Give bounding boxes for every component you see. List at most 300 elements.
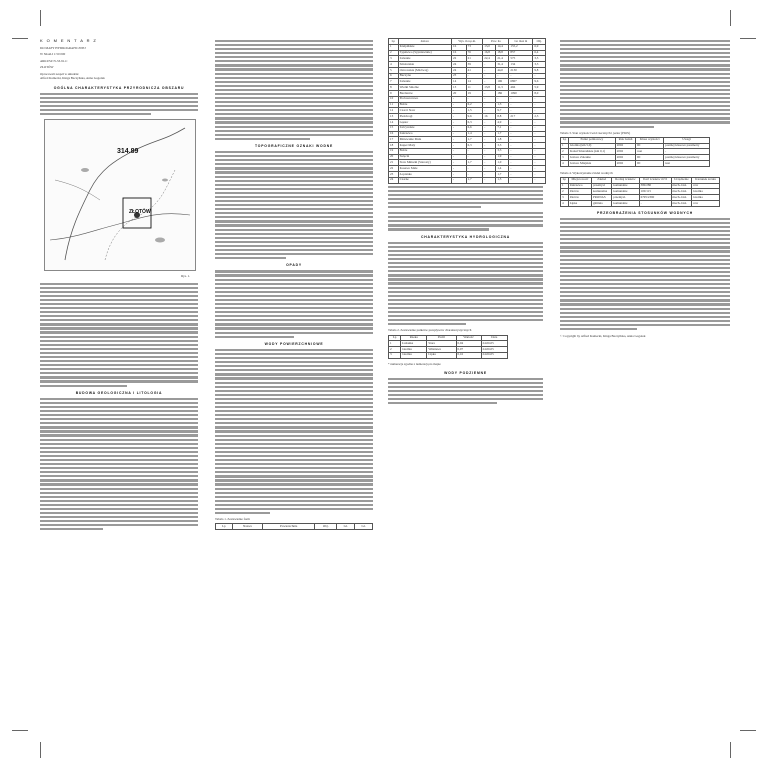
table-cell: - (483, 148, 496, 154)
table-cell: Jezioro Zaleskie (569, 155, 616, 161)
location-map-drawing (45, 120, 195, 270)
table-header-cell: Gł. (355, 524, 373, 530)
body-text-block (215, 349, 373, 514)
table-cell: - (483, 62, 496, 68)
table-cell: Kanał Smarańskie (km 0,1) (569, 149, 616, 155)
section-heading: CHARAKTERYSTYKA HYDROLOGICZNA (420, 234, 511, 239)
table-cell: 1,8 (496, 137, 509, 143)
table-cell: - (533, 148, 546, 154)
table-cell: 3 (561, 155, 569, 161)
table-header-cell: Uwagi (664, 137, 710, 143)
flows-table (388, 335, 508, 359)
table-cell: - (533, 96, 546, 102)
table-cell: III (636, 160, 664, 166)
table-cell: - (509, 119, 533, 125)
table-header-cell: Gł. max m (509, 39, 533, 45)
table-cell: 1,3 (496, 102, 509, 108)
table-cell: 8 (389, 85, 399, 91)
table-cell: 24.06.05 (481, 341, 507, 347)
table-cell: - (451, 171, 466, 177)
table-cell: 23 (389, 171, 399, 177)
column-1 (40, 38, 198, 532)
table-cell: - (509, 154, 533, 160)
table-cell: 24 (451, 67, 466, 73)
table-cell: - (533, 125, 546, 131)
table-cell: Bobie (398, 148, 451, 154)
table-cell: Czarne (398, 177, 451, 183)
table-header-cell: Ilość ścieków m³/d (639, 177, 671, 183)
table-cell: 11 (466, 85, 483, 91)
figure-caption: Rys. 1. (181, 274, 190, 279)
table-header-cell: Zakład (592, 177, 612, 183)
hydro-table (215, 523, 373, 530)
table-cell: komunalne (612, 200, 639, 206)
table-header-cell: Obj. (315, 524, 337, 530)
table-cell: Sypniewo (Sypniewskie) (398, 50, 451, 56)
table-cell: 2002 (615, 143, 636, 149)
table-cell: - (466, 96, 483, 102)
body-text-block (40, 398, 198, 531)
table-cell: 18 (389, 143, 399, 149)
table-cell: 6,2 (466, 102, 483, 108)
table-cell: Złotów (568, 195, 591, 201)
table-cell: - (483, 67, 496, 73)
table-cell: 2130 (509, 67, 533, 73)
table-cell: gminna (592, 200, 612, 206)
table-cell: Kuper Mały (398, 143, 451, 149)
table-cell: Smolarskie (398, 62, 451, 68)
sewage-table (560, 177, 720, 207)
table-header-cell: Lp (561, 177, 569, 183)
table-cell: 1 (561, 143, 569, 149)
table-cell: 5,9 (533, 85, 546, 91)
table-cell: - (483, 177, 496, 183)
table-cell: 2 (561, 189, 569, 195)
crop-mark-bottom-left-h (12, 730, 28, 731)
table-cell: - (451, 143, 466, 149)
table-cell: - (509, 96, 533, 102)
table-cell: 6795/2390 (639, 195, 671, 201)
table-cell: 3 (561, 195, 569, 201)
table-cell: - (533, 154, 546, 160)
table-cell: - (483, 119, 496, 125)
table-cell: 22 (389, 166, 399, 172)
table-cell: 1090 (509, 91, 533, 97)
table-cell: 2002 (615, 155, 636, 161)
table-header-cell: Lp (389, 335, 401, 341)
table-cell: Zalcywskie (398, 125, 451, 131)
table-cell: - (533, 108, 546, 114)
table-cell: - (509, 102, 533, 108)
authors-block (40, 72, 198, 81)
table-cell: Głomia (692, 195, 720, 201)
table-cell: 41 (466, 67, 483, 73)
table-cell: 1,7 (466, 137, 483, 143)
table-cell: 13 (389, 114, 399, 120)
table-cell: - (451, 125, 466, 131)
table-cell: 16 (483, 114, 496, 120)
table-cell: 14 (389, 119, 399, 125)
table-cell: 13 (451, 85, 466, 91)
table-notes (388, 186, 543, 209)
table-cell: 575 (509, 56, 533, 62)
meta-line-4: ZŁOTÓW (40, 64, 54, 69)
table-cell: 20 (451, 91, 466, 97)
table-cell: - (533, 143, 546, 149)
table-header-cell: Urządzenie (671, 177, 692, 183)
table-cell: 11,3 (496, 85, 509, 91)
table-header-row (216, 524, 373, 530)
table-cell: 1,4 (496, 166, 509, 172)
table-cell: 76 (466, 50, 483, 56)
table-cell: 9,6 (466, 114, 483, 120)
table-cell: 9,7 (496, 108, 509, 114)
table-cell: Zakrzewo (398, 131, 451, 137)
table-cell: - (483, 79, 496, 85)
table-cell: - (451, 114, 466, 120)
table-cell: 0,04 (456, 341, 481, 347)
table-header-cell: Jezioro (398, 39, 451, 45)
table-cell: 186 (496, 91, 509, 97)
table-cell: 44,0 (496, 67, 509, 73)
table-cell: 2 (389, 50, 399, 56)
body-text-block (40, 283, 198, 387)
table-cell: Bobie (398, 102, 451, 108)
table-cell: - (466, 171, 483, 177)
table-cell: 6,9 (533, 44, 546, 50)
lakes-table (388, 38, 546, 184)
table-cell: - (533, 73, 546, 79)
table-cell: Stara (427, 341, 456, 347)
section-heading: OPADY (286, 263, 302, 268)
table-cell: - (483, 171, 496, 177)
table-cell: poniżej klasowe parametry (664, 155, 710, 161)
table-cell: - (496, 96, 509, 102)
table-cell: - (451, 166, 466, 172)
table-header-cell: Powierzchnia (263, 524, 315, 530)
table-cell: - (451, 119, 466, 125)
document-meta (40, 46, 198, 69)
table-cell: - (483, 166, 496, 172)
table-cell: - (533, 171, 546, 177)
table-cell: Lipka (427, 352, 456, 358)
table-cell: 3 (389, 56, 399, 62)
table-cell: 4,9 (496, 119, 509, 125)
table-cell: 4 (561, 160, 569, 166)
table-cell: 3,3 (496, 148, 509, 154)
table-cell: - (533, 119, 546, 125)
table-cell: - (466, 166, 483, 172)
table-cell: Łopienko (398, 171, 451, 177)
table-cell: 6807 (509, 79, 533, 85)
table-cell: rów (692, 183, 720, 189)
table-caption: Tabela 4. Wykorzystanie źródeł wodnych (560, 170, 613, 175)
table-cell: - (509, 137, 533, 143)
table-cell: 155,2 (509, 44, 533, 50)
table-cell: komunalne (612, 189, 639, 195)
table-cell: - (509, 148, 533, 154)
table-cell: 73 (466, 44, 483, 50)
table-cell: 1,7 (496, 171, 509, 177)
table-cell: Berdanów (398, 91, 451, 97)
table-cell: 24.06.05 (481, 352, 507, 358)
table-cell: 24.06.05 (481, 347, 507, 353)
table-cell: - (509, 125, 533, 131)
table-cell: - (509, 143, 533, 149)
table-cell: 13,8 (483, 85, 496, 91)
table-cell: 6,3 (466, 119, 483, 125)
table-cell: 4 (561, 200, 569, 206)
section-heading: WODY POWIERZCHNIOWE (264, 341, 324, 346)
table-cell: 14,4 (496, 44, 509, 50)
table-cell: 24 (451, 62, 466, 68)
table-cell: 1,9 (496, 154, 509, 160)
table-cell: 16 (451, 44, 466, 50)
table-header-cell: Klasa czystości (636, 137, 664, 143)
table-cell: - (664, 149, 710, 155)
table-cell: mech.-biol. (671, 183, 692, 189)
table-cell: 21,4 (496, 56, 509, 62)
table-cell: Zaleskie (398, 56, 451, 62)
table-cell: 12 (389, 108, 399, 114)
table-cell: 6 (389, 73, 399, 79)
table-cell: 7 (389, 79, 399, 85)
table-header-cell: Rodzaj ścieków (612, 177, 639, 183)
table-cell: 6,6 (466, 125, 483, 131)
table-cell: - (533, 177, 546, 183)
table-cell: 1 (389, 44, 399, 50)
column-3 (388, 38, 543, 406)
table-cell: Mniewskie Małe (398, 137, 451, 143)
table-cell: 7,1 (496, 125, 509, 131)
table-cell: - (451, 96, 466, 102)
table-header-cell: Pow. ha (483, 39, 509, 45)
body-text-block (560, 40, 730, 128)
table-caption: Tabela 1. Zestawienie form (215, 517, 250, 522)
table-cell: Wielki Smolne (398, 85, 451, 91)
table-cell: Staw Mniszki (Starosty) (398, 160, 451, 166)
table-cell: Pieścirogi (398, 114, 451, 120)
table-cell: - (509, 171, 533, 177)
table-cell: 14 (466, 79, 483, 85)
table-cell: 5 (389, 67, 399, 73)
table-cell: Zaleskie (398, 79, 451, 85)
table-cell: - (483, 96, 496, 102)
table-cell: 3,5 (533, 56, 546, 62)
body-text-block (215, 40, 373, 140)
table-cell: - (451, 177, 466, 183)
table-cell: III (636, 143, 664, 149)
table-cell: 14 (451, 79, 466, 85)
table-cell: - (483, 125, 496, 131)
table-cell: 2002 (615, 149, 636, 155)
table-header-cell: Rok badań (615, 137, 636, 143)
crop-mark-bottom-left-v (40, 742, 41, 758)
meta-line-2: W SKALI 1:50 000 (40, 52, 66, 57)
table-cell: Czarci Staw (398, 108, 451, 114)
table-cell: Złotów (568, 189, 591, 195)
table-cell: - (509, 131, 533, 137)
table-cell: 2 (389, 347, 401, 353)
body-text-block (388, 242, 543, 326)
table-caption: Tabela 2. Zestawienie punktów przepływów charakterystycznych (388, 328, 472, 333)
table-header-cell: Profil (427, 335, 456, 341)
section-heading: WODY PODZIEMNE (444, 370, 487, 375)
table-cell: - (483, 154, 496, 160)
table-cell: III (636, 155, 664, 161)
table-cell: - (639, 200, 671, 206)
table-cell: 1,4 (466, 131, 483, 137)
table-cell: 16 (451, 50, 466, 56)
section-heading: PRZEOBRAŻENIA STOSUNKÓW WODNYCH (596, 210, 693, 215)
table-cell: - (483, 108, 496, 114)
table-cell: 19 (389, 148, 399, 154)
column-2 (215, 38, 373, 530)
table-cell: 100/115 (639, 189, 671, 195)
table-cell: Głomia (401, 347, 427, 353)
table-cell: - (509, 160, 533, 166)
prepared-by: Opracowali zespół w składzie: (40, 72, 80, 77)
table-cell: - (451, 102, 466, 108)
table-header-cell: Nazwa (232, 524, 262, 530)
table-cell: 9,8 (533, 67, 546, 73)
section-heading: TOPOGRAFICZNE OZNAKI WODNE (255, 143, 333, 148)
table-cell: Jezioro Miejskie (569, 160, 616, 166)
table-cell: - (451, 160, 466, 166)
table-cell: - (533, 102, 546, 108)
table-cell: - (533, 166, 546, 172)
table-cell: 1,5 (466, 108, 483, 114)
crop-mark-top-left-v (40, 10, 41, 26)
table-cell: - (483, 137, 496, 143)
table-cell: 23 (451, 73, 466, 79)
table-cell: Ostrowskie (Mściwoj) (398, 67, 451, 73)
document-page (40, 38, 730, 730)
table-header-cell: Punkt pomiarowy (569, 137, 616, 143)
table-cell: - (466, 73, 483, 79)
purity-table (560, 137, 710, 167)
table-header-cell: Kierunek zrzutu (692, 177, 720, 183)
table-cell: - (533, 131, 546, 137)
table-cell: 13,0 (483, 44, 496, 50)
table-cell: non (664, 160, 710, 166)
crop-mark-top-right-v (730, 10, 731, 26)
table-cell: 134 (509, 62, 533, 68)
table-cell: 20 (389, 154, 399, 160)
table-cell: - (483, 160, 496, 166)
table-footnote: * numeracja zgodna z numeracją na mapie (388, 361, 441, 366)
body-text-block (215, 151, 373, 259)
table-cell: 2002 (615, 160, 636, 166)
body-text-block (215, 270, 373, 337)
authors-names: Alfred Kamecki, Kinga Baczyńska, Anna Gogolek (40, 76, 105, 81)
table-cell: mech.-biol. (671, 200, 692, 206)
table-cell: 21 (389, 160, 399, 166)
crop-mark-bottom-right-v (730, 742, 731, 758)
table-cell: 0,07 (456, 347, 481, 353)
table-cell: Głomia (401, 352, 427, 358)
table-cell: 1,7 (466, 160, 483, 166)
table-row (389, 352, 508, 358)
table-cell: - (451, 108, 466, 114)
table-cell: komunalna (592, 189, 612, 195)
table-cell: 11 (389, 102, 399, 108)
table-cell: - (451, 137, 466, 143)
table-cell: - (466, 148, 483, 154)
table-cell: - (483, 143, 496, 149)
table-cell: rów (692, 200, 720, 206)
table-cell: 1 (389, 341, 401, 347)
table-cell: - (466, 154, 483, 160)
table-header-cell: Obj. (533, 39, 546, 45)
table-cell: 466 (509, 85, 533, 91)
table-cell: - (509, 73, 533, 79)
table-cell: - (451, 131, 466, 137)
body-text-block (388, 378, 543, 405)
table-cell: PRONAS (592, 195, 612, 201)
table-cell: 31,4 (496, 62, 509, 68)
table-cell: poniżej klasowe parametry (664, 143, 710, 149)
table-cell: 0,16 (456, 352, 481, 358)
table-cell: 6,4 (533, 50, 546, 56)
section-heading: OGÓLNA CHARAKTERYSTYKA PRZYRODNICZA OBSZARU (53, 85, 185, 90)
crop-mark-top-right-h (740, 38, 756, 39)
table-cell: 1,7 (496, 131, 509, 137)
table-cell: mech.-biol. (671, 195, 692, 201)
table-cell: Buczyna (398, 73, 451, 79)
table-cell: 21 (466, 56, 483, 62)
table-cell: 4 (389, 62, 399, 68)
table-header-cell: Lp (561, 137, 569, 143)
table-cell: przemysł (592, 183, 612, 189)
table-cell: 17 (389, 137, 399, 143)
body-text-block (388, 212, 543, 231)
body-text-block (560, 218, 730, 330)
table-cell: - (483, 73, 496, 79)
table-header-cell: Data (481, 335, 507, 341)
table-cell: Proboszczowo (398, 96, 451, 102)
table-cell: mech.-biol. (671, 189, 692, 195)
table-cell: 2,3 (533, 114, 546, 120)
table-cell: 217 (509, 114, 533, 120)
table-header-cell: Wartość (456, 335, 481, 341)
table-cell: - (509, 166, 533, 172)
table-cell: 3 (389, 352, 401, 358)
table-header-cell: Lp (389, 39, 399, 45)
table-cell: 9 (389, 91, 399, 97)
table-cell: non (636, 149, 664, 155)
table-cell: komunalne (612, 183, 639, 189)
table-cell: przemysł. (612, 195, 639, 201)
meta-line-1: DO MAPY HYDROGRAFICZNEJ (40, 46, 86, 50)
table-cell: 8,0 (533, 91, 546, 97)
table-cell: - (509, 177, 533, 183)
table-cell: 857 (509, 50, 533, 56)
table-cell: - (509, 108, 533, 114)
table-header-cell: Gł. (337, 524, 355, 530)
table-cell: Kiełpińskie (398, 44, 451, 50)
crop-mark-top-left-h (12, 38, 28, 39)
table-cell: 18,8 (496, 50, 509, 56)
table-row (561, 200, 720, 206)
table-cell: Łużanka (401, 341, 427, 347)
table-cell: 1 (561, 183, 569, 189)
body-text-block (40, 93, 198, 116)
table-cell: 2 (561, 149, 569, 155)
table-header-cell: Miejscowość (568, 177, 591, 183)
table-cell: 3,3 (496, 143, 509, 149)
table-cell: 22,4 (483, 56, 496, 62)
